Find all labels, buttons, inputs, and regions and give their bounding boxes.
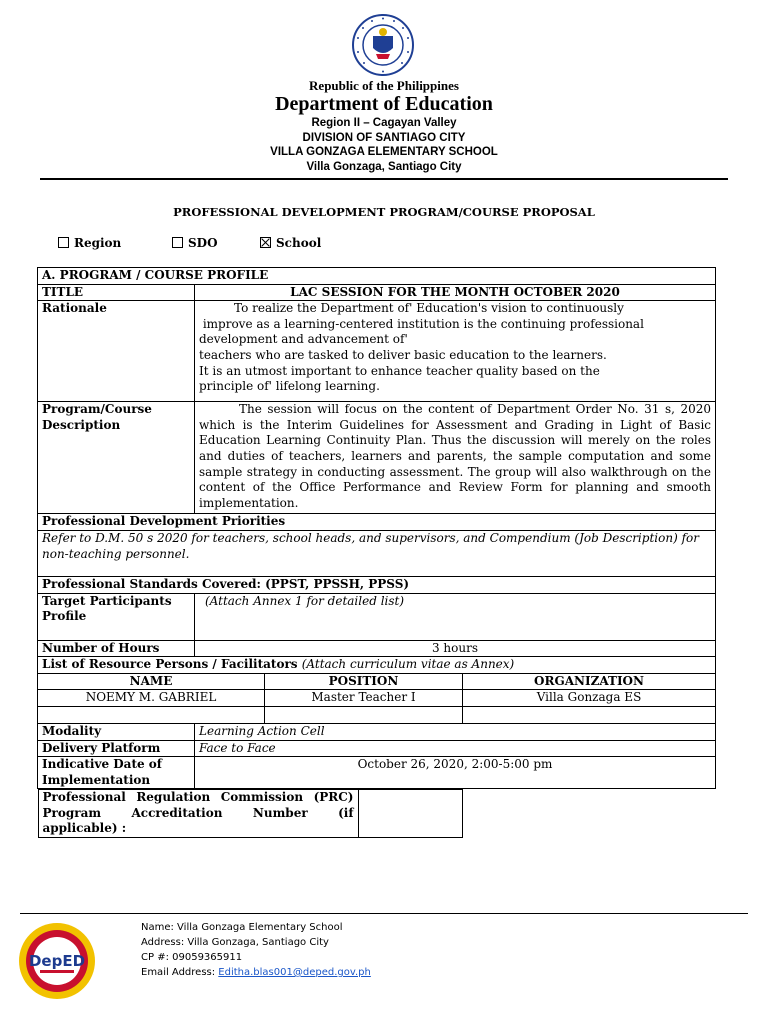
resource-header-position: POSITION — [265, 673, 463, 690]
resource-position-cell[interactable]: Master Teacher I — [265, 690, 463, 707]
date-value[interactable]: October 26, 2020, 2:00-5:00 pm — [195, 757, 716, 789]
proposal-title: PROFESSIONAL DEVELOPMENT PROGRAM/COURSE PROPOSAL — [173, 205, 595, 219]
checked-checkbox-icon — [260, 237, 271, 248]
proposal-form-table — [37, 267, 716, 838]
footer-address: Address: Villa Gonzaga, Santiago City — [141, 937, 329, 948]
platform-value[interactable]: Face to Face — [195, 740, 716, 757]
header-republic: Republic of the Philippines — [309, 78, 459, 93]
description-label: Program/Course Description — [38, 402, 195, 514]
rationale-label: Rationale — [38, 301, 195, 402]
platform-label: Delivery Platform — [38, 740, 195, 757]
hours-value[interactable]: 3 hours — [195, 640, 716, 657]
checkbox-icon — [58, 237, 69, 248]
target-label: Target Participants Profile — [38, 593, 195, 640]
prc-row — [38, 789, 716, 838]
rationale-line: teachers who are tasked to deliver basic education to the learners. — [199, 347, 607, 362]
priorities-value[interactable]: Refer to D.M. 50 s 2020 for teachers, school heads, and supervisors, and Compendium (Job Description) for non-teaching personnel. — [38, 530, 716, 576]
scope-school-label: School — [276, 236, 322, 250]
rationale-value[interactable] — [195, 301, 716, 402]
header-school: VILLA GONZAGA ELEMENTARY SCHOOL — [270, 146, 498, 158]
resource-header-row — [38, 673, 716, 690]
resource-note: (Attach curriculum vitae as Annex) — [301, 657, 515, 672]
footer-divider — [20, 913, 748, 914]
resource-name-cell[interactable] — [38, 706, 265, 723]
standards-row — [38, 576, 716, 593]
rationale-line: To realize the Department of' Education's vision to continuously — [234, 301, 624, 316]
description-value[interactable]: The session will focus on the content of Department Order No. 31 s, 2020 which is the Interim Guidelines for Assessment and Grading in Light of Basic Education Learning Continuity Plan. Thus the discussion will merely on the roles and duties of teachers, learners and parents, the sample computation and some sample strategy in conducting assessment. The group will also walkthrough on the content of the Office Performance and Review Form for planning and smooth implementation. — [195, 402, 716, 514]
rationale-line: principle of' lifelong learning. — [199, 379, 380, 394]
resource-label: List of Resource Persons / Facilitators — [42, 657, 298, 672]
resource-label-cell — [38, 657, 716, 674]
date-label: Indicative Date of Implementation — [38, 757, 195, 789]
rationale-line: development and advancement of' — [199, 332, 408, 347]
footer-email-line — [141, 965, 371, 980]
resource-name-cell[interactable]: NOEMY M. GABRIEL — [38, 690, 265, 707]
footer-cp: CP #: 09059365911 — [141, 952, 243, 963]
rationale-row — [38, 301, 716, 402]
priorities-value-row — [38, 530, 716, 576]
resource-organization-cell[interactable] — [463, 706, 716, 723]
header-address: Villa Gonzaga, Santiago City — [306, 161, 462, 173]
description-row — [38, 402, 716, 514]
footer-email-label: Email Address: — [141, 967, 219, 978]
header-region: Region II – Cagayan Valley — [311, 117, 457, 129]
prc-label: Professional Regulation Commission (PRC) Program Accreditation Number (if applicable) : — [38, 790, 358, 838]
modality-label: Modality — [38, 723, 195, 740]
resource-row — [38, 690, 716, 707]
section-a-heading: A. PROGRAM / COURSE PROFILE — [38, 268, 716, 285]
footer-name: Name: Villa Gonzaga Elementary School — [141, 922, 343, 933]
rationale-line: improve as a learning-centered institution is the continuing professional — [199, 316, 644, 331]
resource-position-cell[interactable] — [265, 706, 463, 723]
title-row — [38, 284, 716, 301]
resource-label-row — [38, 657, 716, 674]
deped-logo — [18, 922, 96, 1000]
header-divider — [40, 178, 728, 180]
footer-email-link[interactable]: Editha.blas001@deped.gov.ph — [218, 967, 371, 978]
scope-sdo-checkbox[interactable] — [172, 236, 218, 250]
target-value[interactable]: (Attach Annex 1 for detailed list) — [195, 593, 716, 640]
resource-row — [38, 706, 716, 723]
resource-header-organization: ORGANIZATION — [463, 673, 716, 690]
prc-value[interactable] — [358, 790, 462, 838]
rationale-line: It is an utmost important to enhance teacher quality based on the — [199, 363, 600, 378]
header-department: Department of Education — [275, 93, 493, 115]
title-value[interactable]: LAC SESSION FOR THE MONTH OCTOBER 2020 — [195, 284, 716, 301]
modality-value[interactable]: Learning Action Cell — [195, 723, 716, 740]
scope-region-label: Region — [74, 236, 122, 250]
title-label: TITLE — [38, 284, 195, 301]
scope-school-checkbox[interactable] — [260, 236, 321, 250]
platform-row — [38, 740, 716, 757]
priorities-label-row — [38, 514, 716, 531]
footer-contact — [141, 920, 371, 980]
target-row — [38, 593, 716, 640]
resource-organization-cell[interactable]: Villa Gonzaga ES — [463, 690, 716, 707]
hours-row — [38, 640, 716, 657]
header-division: DIVISION OF SANTIAGO CITY — [302, 132, 466, 144]
deped-logo-text: DepED — [28, 952, 86, 970]
priorities-label: Professional Development Priorities — [38, 514, 716, 531]
scope-sdo-label: SDO — [188, 236, 218, 250]
resource-header-name: NAME — [38, 673, 265, 690]
hours-label: Number of Hours — [38, 640, 195, 657]
deped-seal — [338, 14, 428, 76]
modality-row — [38, 723, 716, 740]
scope-region-checkbox[interactable] — [58, 236, 121, 250]
standards-label: Professional Standards Covered: (PPST, PPSSH, PPSS) — [38, 576, 716, 593]
section-a-row — [38, 268, 716, 285]
checkbox-icon — [172, 237, 183, 248]
date-row — [38, 757, 716, 789]
